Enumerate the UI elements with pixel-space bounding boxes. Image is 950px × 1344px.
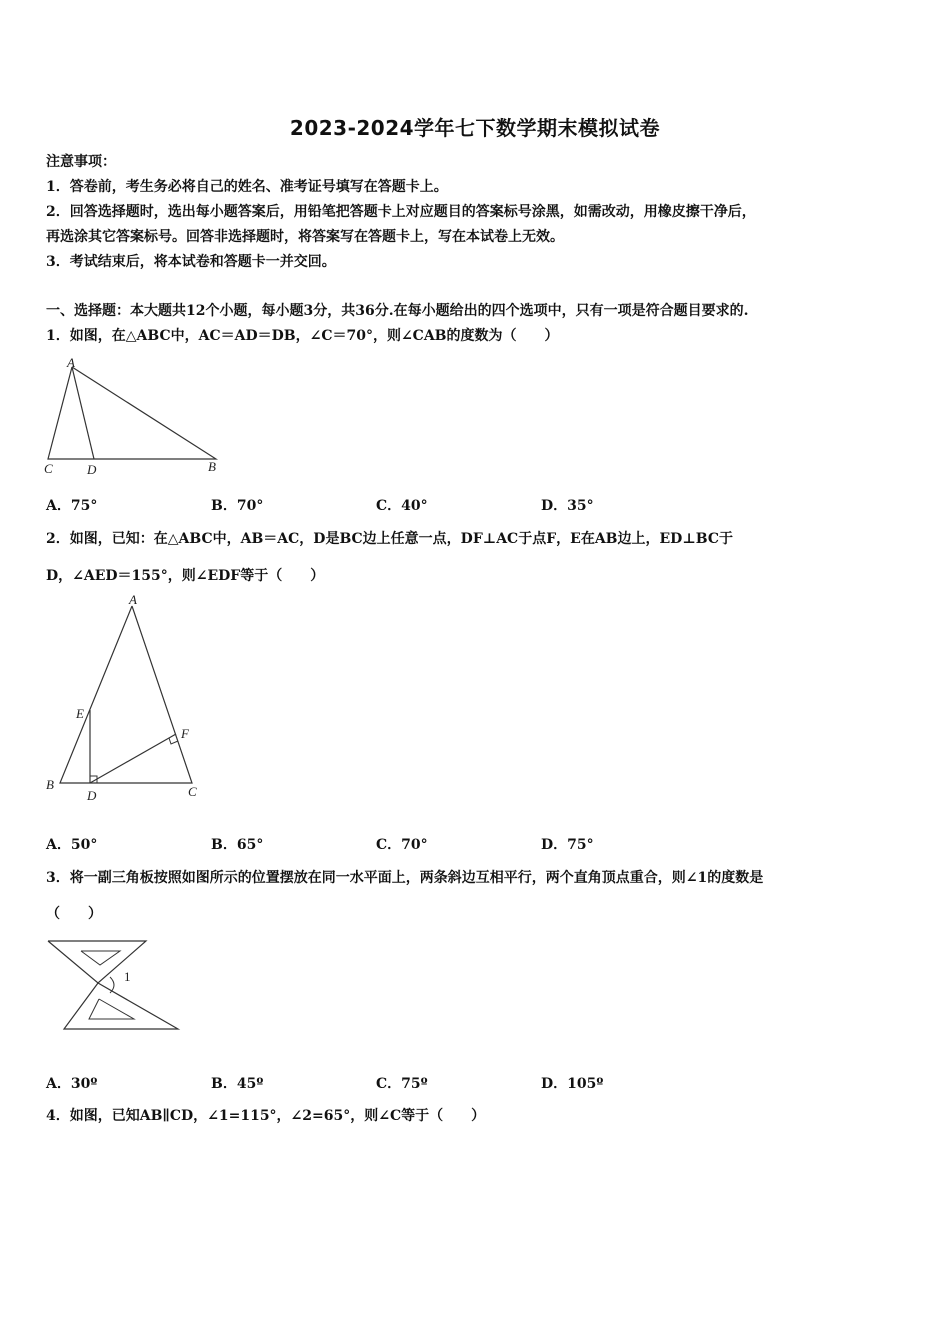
section-heading: 一、选择题：本大题共12个小题，每小题3分，共36分.在每小题给出的四个选项中，只有一项是符合题目要求的. (46, 303, 749, 319)
triangle-abc (60, 606, 192, 783)
notice-item-1: 1．答卷前，考生务必将自己的姓名、准考证号填写在答题卡上。 (46, 179, 448, 195)
segment-ad (72, 367, 94, 459)
notice-item-2: 2．回答选择题时，选出每小题答案后，用铅笔把答题卡上对应题目的答案标号涂黑，如需改动，用橡皮擦干净后， (46, 204, 756, 220)
question-3-stem-cont: （ ） (46, 906, 102, 922)
label-e: E (76, 706, 84, 721)
triangle-abc (48, 367, 216, 459)
q1-option-a[interactable]: A．75° (46, 498, 98, 514)
question-2-figure (40, 592, 210, 807)
question-2-stem-cont: D，∠AED＝155°，则∠EDF等于（ ） (46, 568, 325, 584)
q2-option-d[interactable]: D．75° (541, 837, 594, 853)
page-title: 2023-2024学年七下数学期末模拟试卷 (289, 116, 661, 140)
notice-item-3: 3．考试结束后，将本试卷和答题卡一并交回。 (46, 254, 336, 270)
label-b: B (46, 777, 54, 792)
question-3-stem: 3．将一副三角板按照如图所示的位置摆放在同一水平面上，两条斜边互相平行，两个直角顶点重合，则∠1的度数是 (46, 870, 764, 886)
q3-option-d[interactable]: D．105º (541, 1076, 604, 1092)
label-angle-1: 1 (124, 969, 131, 984)
label-f: F (181, 726, 189, 741)
question-1-figure (40, 355, 230, 480)
q1-option-b[interactable]: B．70° (211, 498, 264, 514)
question-4-stem: 4．如图，已知AB∥CD，∠1=115°，∠2=65°，则∠C等于（ ） (46, 1108, 486, 1124)
label-c: C (188, 784, 197, 799)
question-1-stem: 1．如图，在△ABC中，AC＝AD＝DB，∠C＝70°，则∠CAB的度数为（ ） (46, 328, 559, 344)
question-2-stem: 2．如图，已知：在△ABC中，AB＝AC，D是BC边上任意一点，DF⊥AC于点F，E在AB边上，ED⊥BC于 (46, 531, 733, 547)
lower-triangle-board (64, 983, 178, 1029)
label-d: D (87, 788, 97, 803)
segment-df (90, 734, 176, 783)
q2-option-b[interactable]: B．65° (211, 837, 264, 853)
q3-option-a[interactable]: A．30º (46, 1076, 98, 1092)
label-b: B (208, 459, 216, 474)
notice-item-2-cont: 再选涂其它答案标号。回答非选择题时，将答案写在答题卡上，写在本试卷上无效。 (46, 229, 564, 245)
q3-option-b[interactable]: B．45º (211, 1076, 264, 1092)
lower-inner-triangle (89, 999, 134, 1019)
q2-option-c[interactable]: C．70° (376, 837, 428, 853)
label-a: A (67, 355, 75, 370)
notice-heading: 注意事项： (46, 154, 116, 170)
question-3-figure (44, 935, 184, 1037)
upper-inner-triangle (81, 951, 120, 965)
q3-option-c[interactable]: C．75º (376, 1076, 428, 1092)
q1-option-d[interactable]: D．35° (541, 498, 594, 514)
label-a: A (129, 592, 137, 607)
upper-triangle-board (48, 941, 146, 983)
label-d: D (87, 462, 97, 477)
q2-option-a[interactable]: A．50° (46, 837, 98, 853)
q1-option-c[interactable]: C．40° (376, 498, 428, 514)
label-c: C (44, 461, 53, 476)
